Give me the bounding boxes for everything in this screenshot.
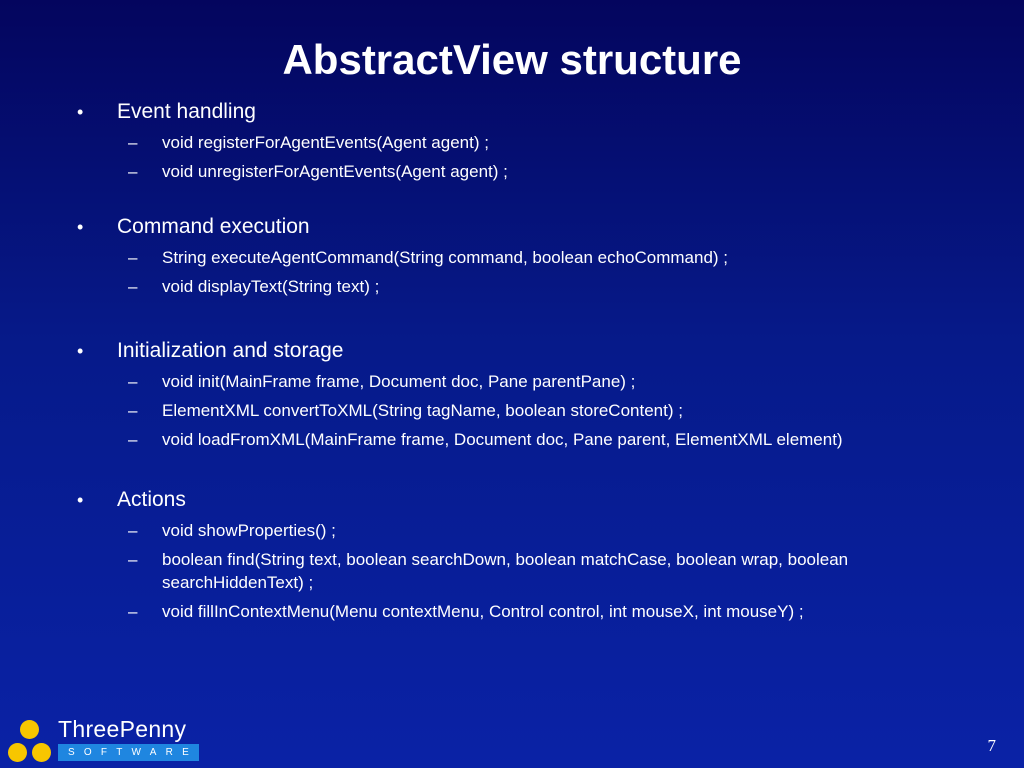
list-item bbox=[0, 516, 1024, 545]
dash-icon: – bbox=[128, 550, 138, 569]
method-list bbox=[0, 516, 1024, 626]
method-signature: void fillInContextMenu(Menu contextMenu, Control control, int mouseX, int mouseY) ; bbox=[162, 602, 804, 621]
section-initialization-storage bbox=[0, 335, 1024, 454]
logo-dot-icon bbox=[20, 720, 39, 739]
method-signature: void loadFromXML(MainFrame frame, Document doc, Pane parent, ElementXML element) bbox=[162, 430, 843, 449]
bullet-icon: • bbox=[77, 217, 84, 237]
method-signature: void init(MainFrame frame, Document doc, Pane parentPane) ; bbox=[162, 372, 636, 391]
list-item bbox=[0, 545, 1024, 597]
section-heading: Event handling bbox=[117, 100, 256, 123]
bullet-icon: • bbox=[77, 102, 84, 122]
section-heading: Initialization and storage bbox=[117, 339, 344, 362]
method-list bbox=[0, 128, 1024, 186]
method-list bbox=[0, 243, 1024, 301]
method-signature: boolean find(String text, boolean searchDown, boolean matchCase, boolean wrap, boolean searchHiddenText) ; bbox=[162, 550, 849, 592]
dash-icon: – bbox=[128, 133, 138, 152]
section-heading: Actions bbox=[117, 488, 186, 511]
list-item bbox=[0, 425, 1024, 454]
list-item bbox=[0, 128, 1024, 157]
slide-content bbox=[0, 96, 1024, 644]
bullet-icon: • bbox=[77, 341, 84, 361]
dash-icon: – bbox=[128, 372, 138, 391]
method-list bbox=[0, 367, 1024, 454]
dash-icon: – bbox=[128, 401, 138, 420]
dash-icon: – bbox=[128, 248, 138, 267]
method-signature: ElementXML convertToXML(String tagName, boolean storeContent) ; bbox=[162, 401, 683, 420]
list-item bbox=[0, 396, 1024, 425]
logo-dot-icon bbox=[32, 743, 51, 762]
method-signature: void registerForAgentEvents(Agent agent) ; bbox=[162, 133, 489, 152]
logo-wordmark: ThreePenny bbox=[58, 716, 187, 742]
dash-icon: – bbox=[128, 430, 138, 449]
method-signature: void displayText(String text) ; bbox=[162, 277, 380, 296]
list-item bbox=[0, 367, 1024, 396]
slide-title: AbstractView structure bbox=[282, 36, 742, 83]
dash-icon: – bbox=[128, 602, 138, 621]
logo-dot-icon bbox=[8, 743, 27, 762]
method-signature: void unregisterForAgentEvents(Agent agent) ; bbox=[162, 162, 508, 181]
dash-icon: – bbox=[128, 521, 138, 540]
logo-tagline: SOFTWARE bbox=[58, 744, 199, 761]
list-item bbox=[0, 243, 1024, 272]
method-signature: String executeAgentCommand(String command, boolean echoCommand) ; bbox=[162, 248, 729, 267]
list-item bbox=[0, 597, 1024, 626]
dash-icon: – bbox=[128, 277, 138, 296]
dash-icon: – bbox=[128, 162, 138, 181]
threepenny-logo bbox=[6, 718, 206, 766]
method-signature: void showProperties() ; bbox=[162, 521, 336, 540]
bullet-icon: • bbox=[77, 490, 84, 510]
section-actions bbox=[0, 484, 1024, 626]
list-item bbox=[0, 157, 1024, 186]
section-event-handling bbox=[0, 96, 1024, 186]
section-command-execution bbox=[0, 211, 1024, 301]
section-heading: Command execution bbox=[117, 215, 310, 238]
page-number: 7 bbox=[987, 736, 996, 755]
list-item bbox=[0, 272, 1024, 301]
